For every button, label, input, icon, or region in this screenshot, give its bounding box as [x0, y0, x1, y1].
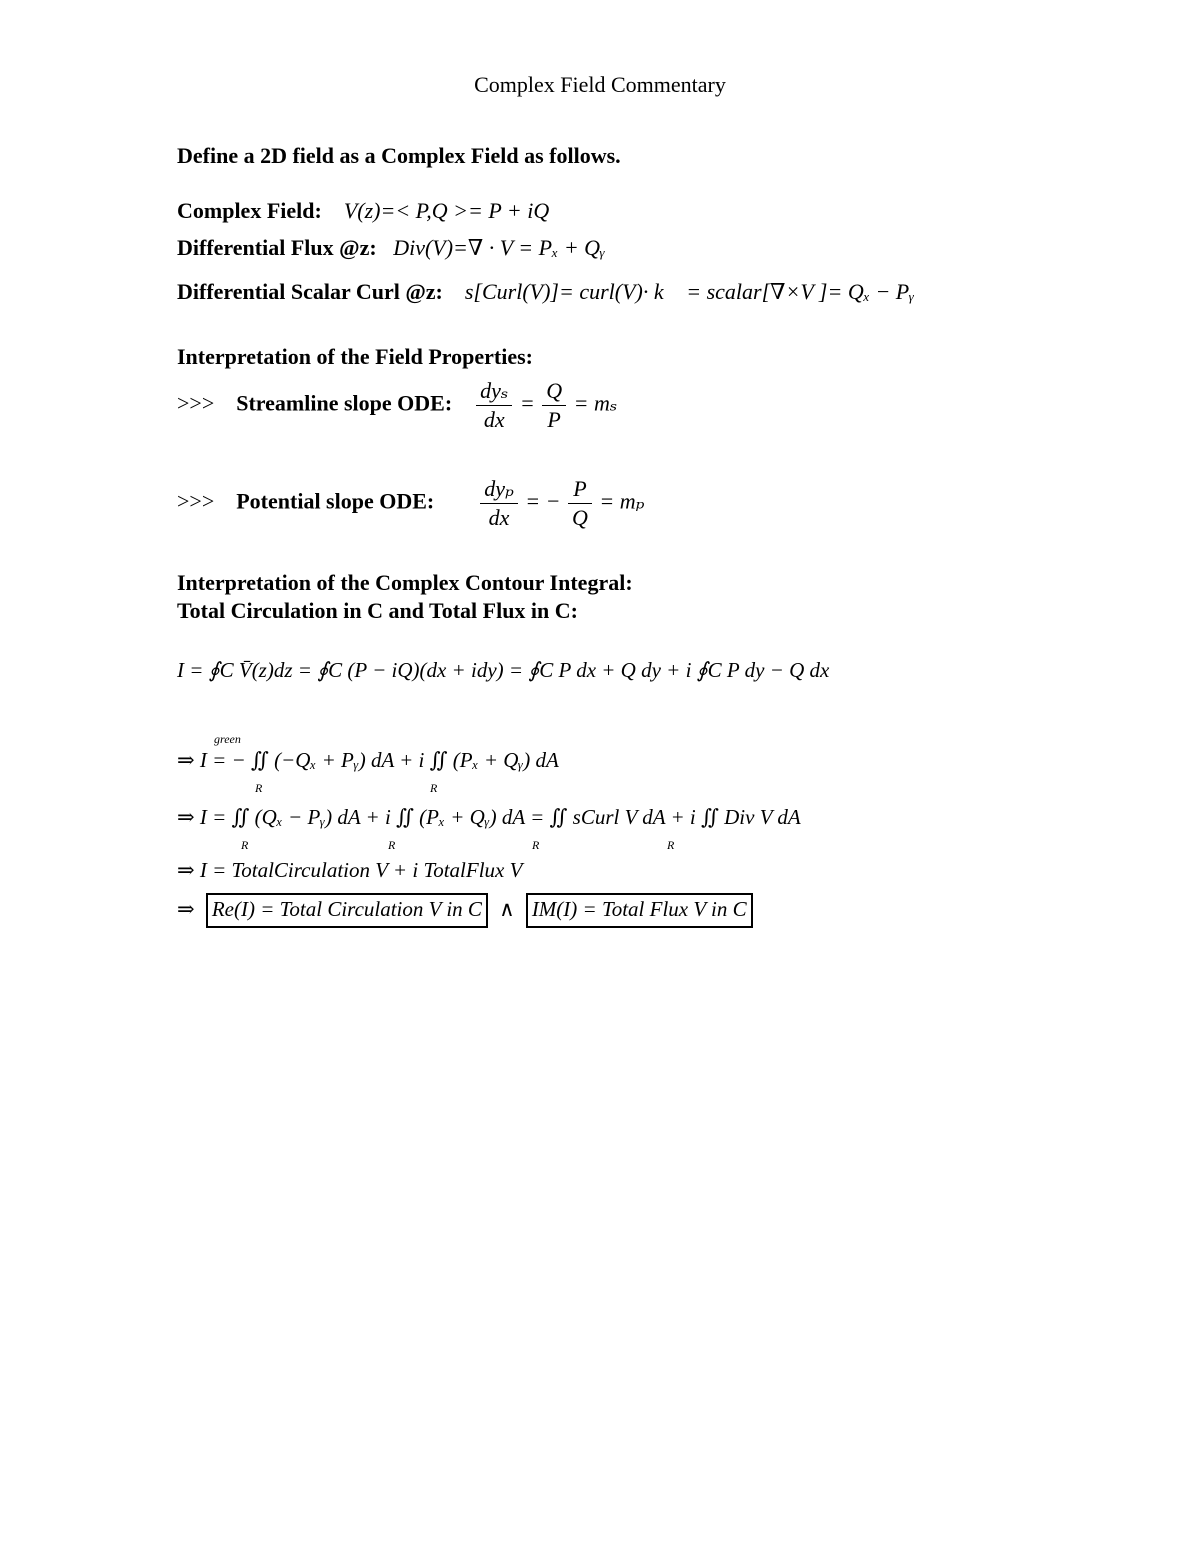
def-label: Complex Field:: [177, 198, 322, 223]
equation-green: ⇒ I = − ∬ (−Qₓ + Pᵧ) dA + i ∬ (Pₓ + Qᵧ) dA: [177, 748, 559, 772]
region-label: R: [388, 838, 396, 852]
real-part-box: Re(I) = Total Circulation V in C: [206, 893, 488, 928]
imaginary-part-box: IM(I) = Total Flux V in C: [526, 893, 753, 928]
ode-rhs: = mₛ: [573, 390, 618, 416]
fraction: [542, 378, 566, 433]
def-formula: V(z)=< P,Q >= P + iQ: [343, 198, 550, 223]
denominator: dx: [488, 505, 510, 530]
region-label: R: [430, 781, 438, 795]
region-label: R: [255, 781, 263, 795]
denominator: P: [547, 407, 561, 432]
intro-heading: Define a 2D field as a Complex Field as follows.: [177, 143, 621, 168]
ode-rhs: = mₚ: [599, 488, 645, 514]
equation-result: [177, 893, 759, 928]
ode-prefix: >>>: [177, 390, 215, 416]
def-label: Differential Flux @z:: [177, 235, 377, 260]
def-formula: s[Curl(V)]= curl(V)· k⃗ = scalar[∇×V ]= Qₓ − Pᵧ: [464, 279, 915, 304]
def-label: Differential Scalar Curl @z:: [177, 279, 443, 304]
ode-label: Potential slope ODE:: [236, 488, 435, 514]
equation-contour-integral: I = ∮C V̄(z)dz = ∮C (P − iQ)(dx + idy) = ∮C P dx + Q dy + i ∮C P dy − Q dx: [177, 658, 830, 682]
numerator: Q: [542, 378, 566, 406]
numerator: dyₛ: [476, 378, 512, 406]
region-label: R: [667, 838, 675, 852]
ode-streamline: >>> Streamline slope ODE: $\frac{\text{dyₛ}}{dx}$ = $\frac{Q}{P}$ = mₛ: [177, 378, 618, 432]
ode-prefix: >>>: [177, 488, 215, 514]
logical-and: ∧: [499, 897, 515, 921]
def-scalar-curl: [177, 279, 914, 305]
def-differential-flux: [177, 235, 605, 261]
equation-total: ⇒ I = TotalCirculation V + i TotalFlux V: [177, 858, 523, 882]
numerator: dyₚ: [480, 476, 518, 504]
page-title: Complex Field Commentary: [474, 72, 726, 97]
def-formula: Div(V)=∇ · V = Pₓ + Qᵧ: [393, 235, 606, 260]
fraction: [476, 378, 512, 433]
def-complex-field: [177, 198, 549, 224]
region-label: R: [241, 838, 249, 852]
contour-heading-1: Interpretation of the Complex Contour Integral:: [177, 570, 633, 595]
region-label: R: [532, 838, 540, 852]
denominator: dx: [483, 407, 505, 432]
equation-expanded: ⇒ I = ∬ (Qₓ − Pᵧ) dA + i ∬ (Pₓ + Qᵧ) dA = ∬ sCurl V dA + i ∬ Div V dA: [177, 805, 801, 829]
denominator: Q: [572, 505, 588, 530]
fraction: [568, 476, 592, 531]
ode-label: Streamline slope ODE:: [236, 390, 453, 416]
fraction: [480, 476, 518, 531]
numerator: P: [568, 476, 592, 504]
ode-sign: = −: [525, 488, 561, 514]
ode-potential: [177, 476, 644, 531]
green-theorem-annotation: green: [214, 732, 241, 746]
contour-heading-2: Total Circulation in C and Total Flux in C:: [177, 598, 578, 623]
implies-arrow: ⇒: [177, 897, 195, 921]
interp-heading: Interpretation of the Field Properties:: [177, 344, 533, 369]
